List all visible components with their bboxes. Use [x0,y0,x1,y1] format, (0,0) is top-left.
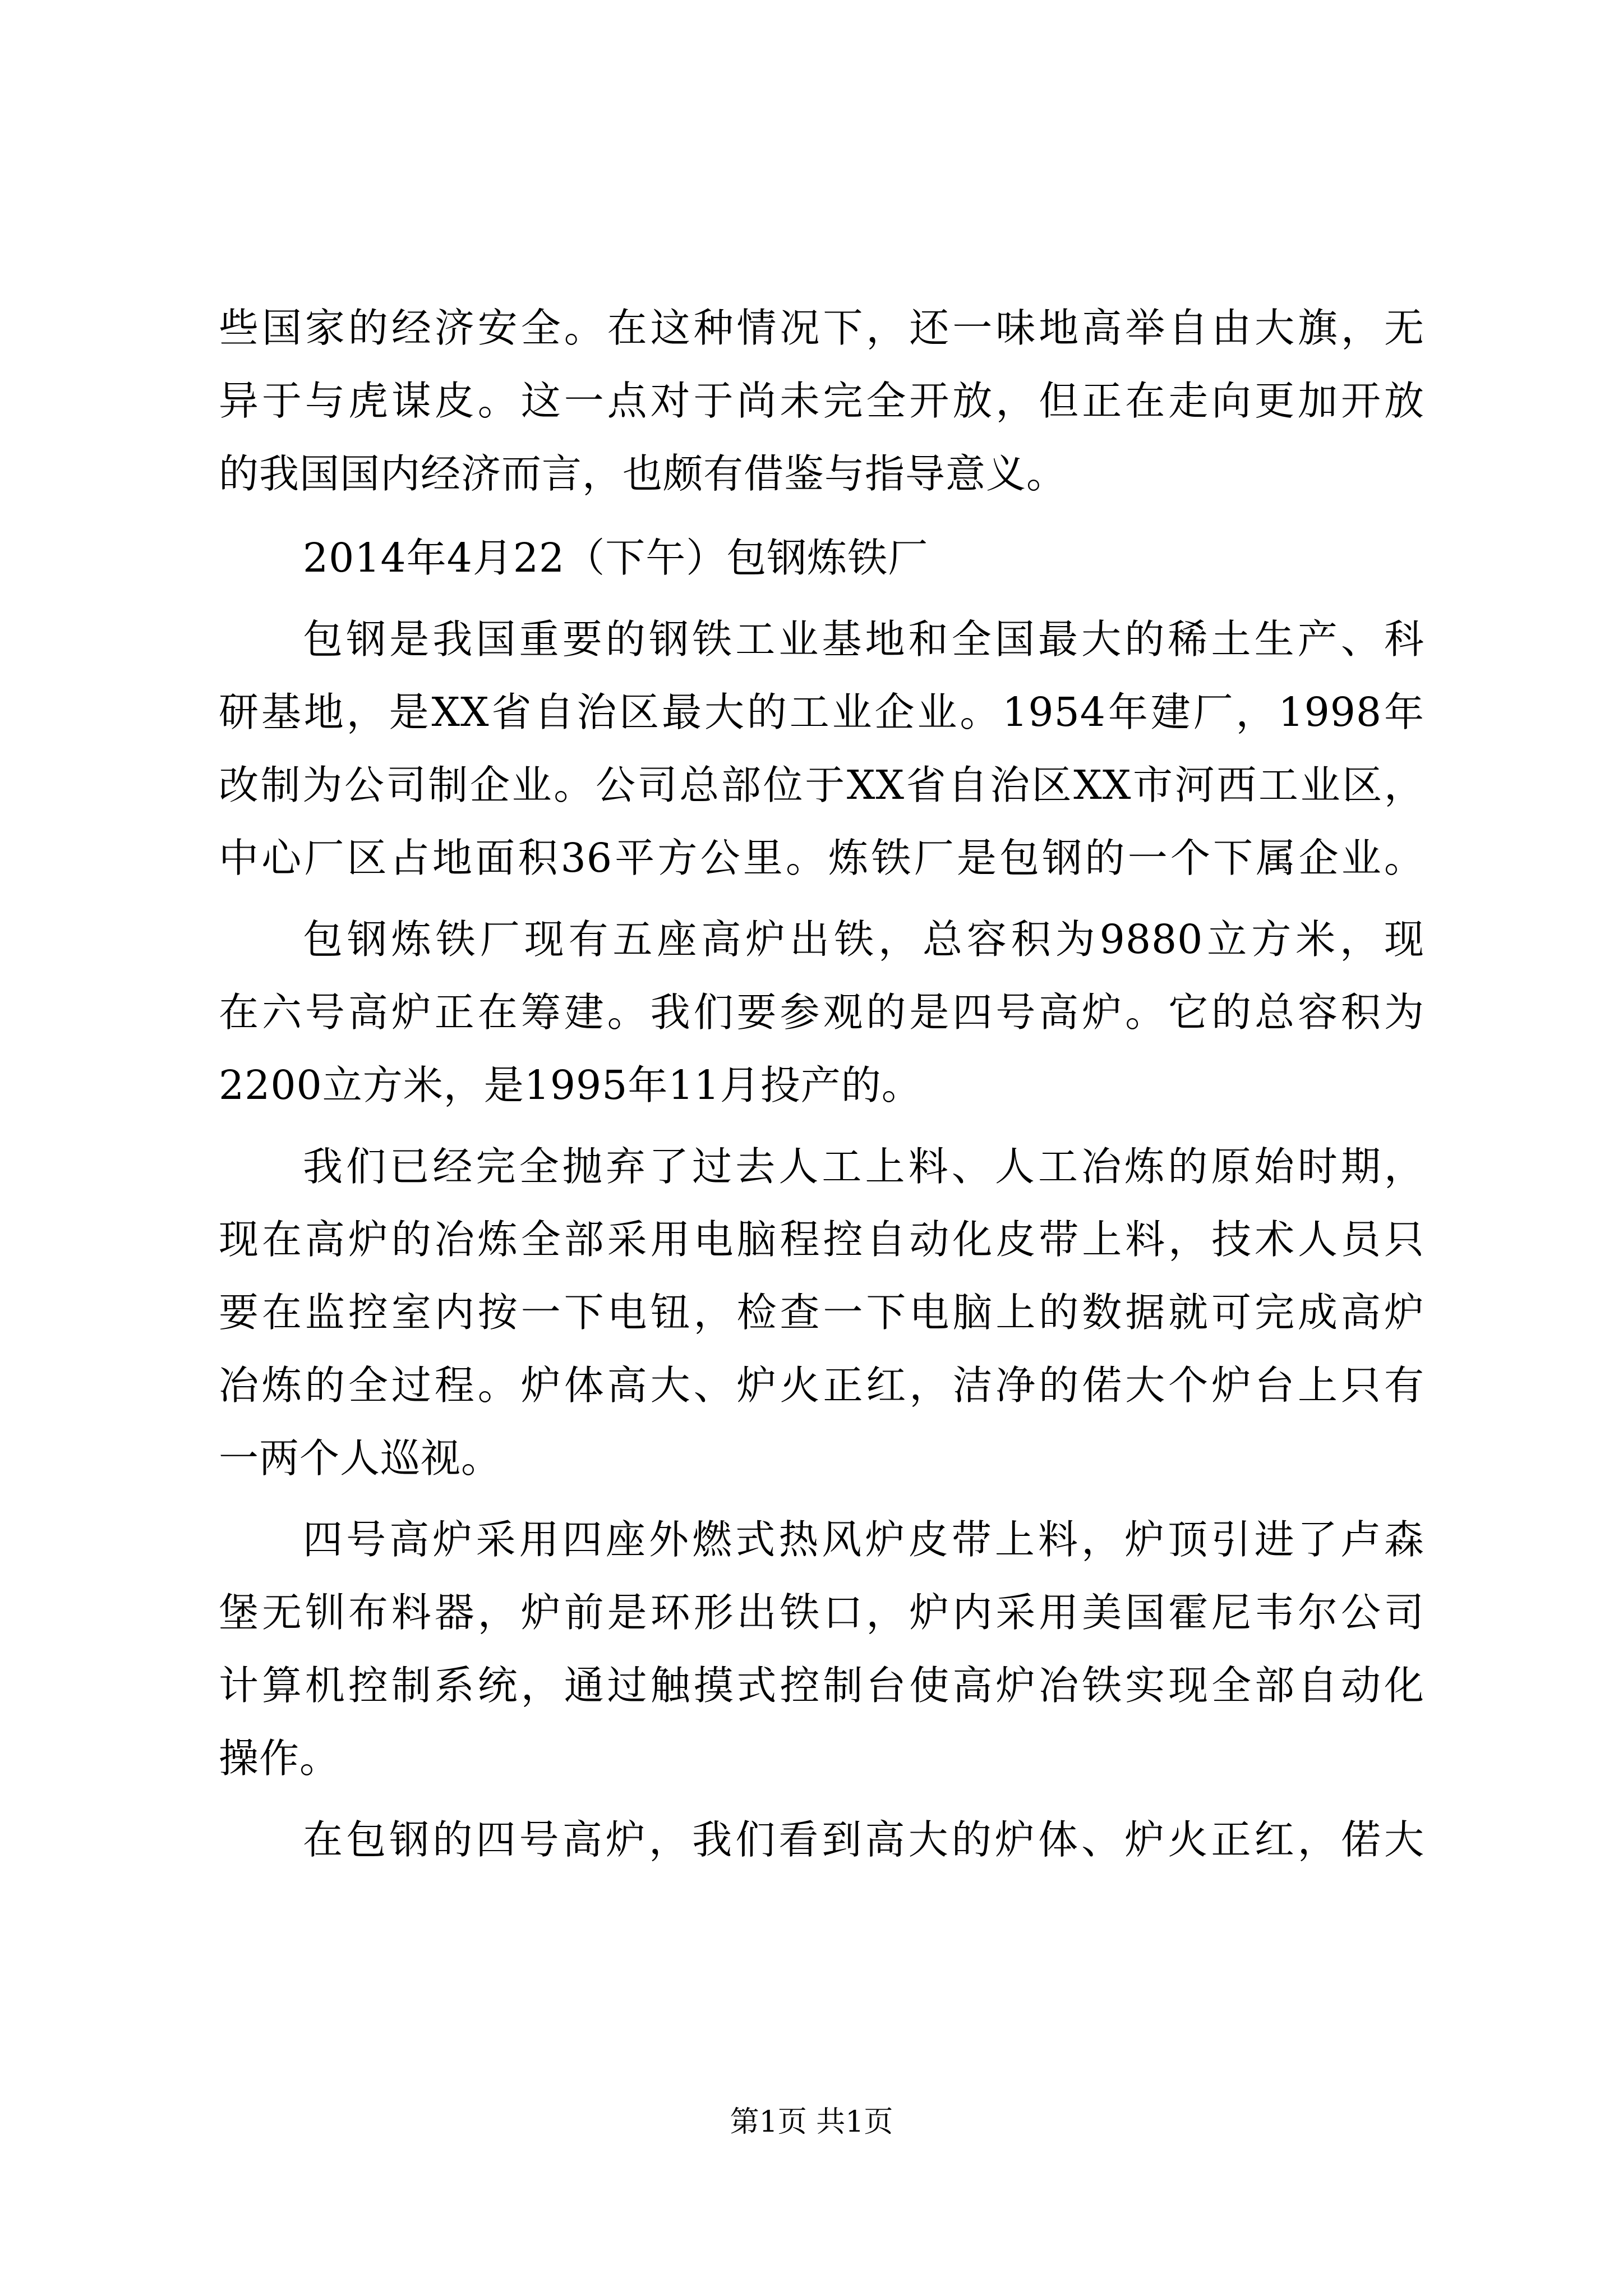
text-line: 研基地，是XX省自治区最大的工业企业。1954年建厂，1998年 [219,689,1424,735]
section-heading: 2014年4月22（下午）包钢炼铁厂 [303,535,929,581]
text-line: 操作。 [219,1735,340,1782]
text-line: 在六号高炉正在筹建。我们要参观的是四号高炉。它的总容积为 [219,989,1424,1036]
text-line: 四号高炉采用四座外燃式热风炉皮带上料，炉顶引进了卢森 [303,1516,1424,1563]
text-line: 些国家的经济安全。在这种情况下，还一味地高举自由大旗，无 [219,305,1424,351]
text-line: 计算机控制系统，通过触摸式控制台使高炉冶铁实现全部自动化 [219,1662,1424,1709]
text-line: 堡无钏布料器，炉前是环形出铁口，炉内采用美国霍尼韦尔公司 [219,1589,1424,1636]
text-line: 改制为公司制企业。公司总部位于XX省自治区XX市河西工业区， [219,762,1424,808]
text-line: 的我国国内经济而言，也颇有借鉴与指导意义。 [219,450,1067,497]
text-line: 要在监控室内按一下电钮，检查一下电脑上的数据就可完成高炉 [219,1289,1424,1336]
text-line: 现在高炉的冶炼全部采用电脑程控自动化皮带上料，技术人员只 [219,1216,1424,1263]
text-line: 2200立方米，是1995年11月投产的。 [219,1062,922,1108]
text-line: 异于与虎谋皮。这一点对于尚未完全开放，但正在走向更加开放 [219,378,1424,424]
text-line: 在包钢的四号高炉，我们看到高大的炉体、炉火正红，偌大 [303,1816,1424,1863]
text-line: 中心厂区占地面积36平方公里。炼铁厂是包钢的一个下属企业。 [219,835,1424,881]
text-line: 包钢炼铁厂现有五座高炉出铁，总容积为9880立方米，现 [303,916,1424,963]
text-line: 包钢是我国重要的钢铁工业基地和全国最大的稀土生产、科 [303,616,1424,662]
text-line: 冶炼的全过程。炉体高大、炉火正红，洁净的偌大个炉台上只有 [219,1362,1424,1409]
text-line: 我们已经完全抛弃了过去人工上料、人工冶炼的原始时期， [303,1143,1424,1190]
text-line: 一两个人巡视。 [219,1435,502,1481]
page-footer: 第1页 共1页 [730,2105,893,2139]
